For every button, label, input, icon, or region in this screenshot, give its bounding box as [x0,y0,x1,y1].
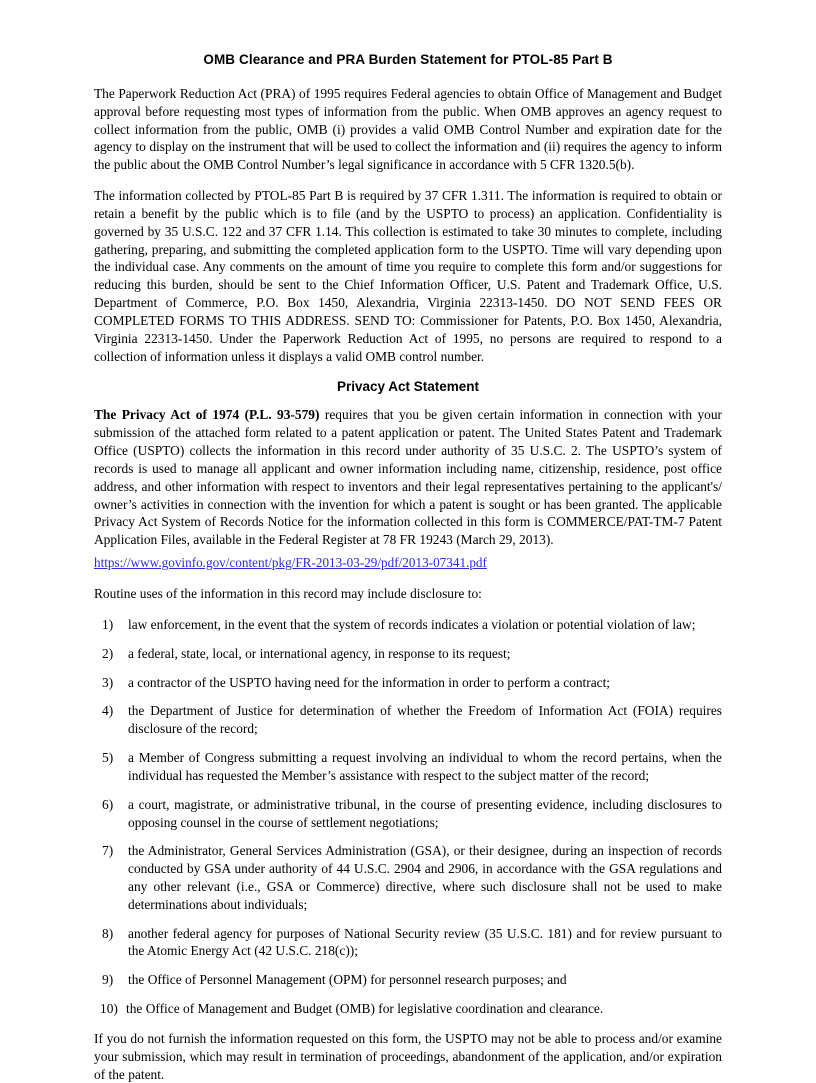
list-item-text: the Administrator, General Services Administration (GSA), or their designee, during an inspection of records conducted by GSA under authority of 44 U.S.C. 2904 and 2906, in accordance with the GSA regulations and any other relevant (i.e., GSA or Commerce) directive, where such disclosure shall not be used to make determinations about individuals; [128,843,722,912]
federal-register-link-row [94,554,722,572]
privacy-act-lead: The Privacy Act of 1974 (P.L. 93-579) [94,407,320,423]
list-item-number: 10) [100,1001,118,1017]
list-item-number: 2) [102,645,114,661]
privacy-act-paragraph [94,406,722,549]
list-item-number: 5) [102,750,114,766]
list-item-number: 8) [102,925,114,941]
list-item [94,674,722,692]
list-item-number: 6) [102,796,114,812]
list-item-text: a Member of Congress submitting a request involving an individual to whom the record pertains, when the individual has requested the Member’s assistance with respect to the subject matter of the record; [128,750,722,783]
list-item-number: 3) [102,674,114,690]
list-item-text: a contractor of the USPTO having need for the information in order to perform a contract; [128,674,611,690]
closing-paragraph: If you do not furnish the information requested on this form, the USPTO may not be able to process and/or examine your submission, which may result in termination of proceedings, abandonment of the application, and/or expiration of the patent. [94,1030,722,1082]
list-item [94,616,722,634]
page-title: OMB Clearance and PRA Burden Statement for PTOL-85 Part B [203,52,613,67]
privacy-act-body: requires that you be given certain information in connection with your submission of the attached form related to a patent application or patent. The United States Patent and Trademark Office (USPTO) collects the information in this record under authority of 35 U.S.C. 2. The USPTO’s system of records is used to manage all applicant and owner information including name, citizenship, residence, post office address, and other information with respect to inventors and their legal representatives pertaining to the applicant's/ owner’s activities in connection with the invention for which a patent is sought or has been granted. The applicable Privacy Act System of Records Notice for the information collected in this form is COMMERCE/PAT-TM-7 Patent Application Files, available in the Federal Register at 78 FR 19243 (March 29, 2013). [94,407,723,548]
federal-register-link[interactable]: https://www.govinfo.gov/content/pkg/FR-2013-03-29/pdf/2013-07341.pdf [94,555,487,571]
list-item-text: law enforcement, in the event that the system of records indicates a violation or potential violation of law; [128,616,696,632]
list-item-number: 9) [102,972,114,988]
list-item-text: a federal, state, local, or international agency, in response to its request; [128,645,511,661]
pra-paragraph-1: The Paperwork Reduction Act (PRA) of 1995 requires Federal agencies to obtain Office of Management and Budget approval before requesting most types of information from the public. When OMB approves an agency request to collect information from the public, OMB (i) provides a valid OMB Control Number and expiration date for the agency to display on the instrument that will be used to collect the information and (ii) requires the agency to inform the public about the OMB Control Number’s legal significance in accordance with 5 CFR 1320.5(b). [94,86,722,173]
list-item [94,925,722,961]
list-item [94,842,722,913]
list-item [94,702,722,738]
list-item [94,645,722,663]
list-item-text: a court, magistrate, or administrative tribunal, in the course of presenting evidence, including disclosures to opposing counsel in the course of settlement negotiations; [128,796,722,830]
routine-uses-list [94,616,722,1018]
list-item-text: the Office of Management and Budget (OMB) for legislative coordination and clearance. [126,1001,604,1017]
privacy-act-heading: Privacy Act Statement [336,379,480,395]
list-item-number: 7) [102,843,114,859]
list-item-text: the Office of Personnel Management (OPM) for personnel research purposes; and [128,972,567,988]
list-item-number: 4) [102,703,114,719]
list-item-text: the Department of Justice for determination of whether the Freedom of Information Act (FOIA) requires disclosure of the record; [128,703,722,737]
routine-uses-intro: Routine uses of the information in this record may include disclosure to: [94,586,482,602]
list-item-text: another federal agency for purposes of National Security review (35 U.S.C. 181) and for review pursuant to the Atomic Energy Act (42 U.S.C. 218(c)); [128,925,722,959]
pra-paragraph-2: The information collected by PTOL-85 Part B is required by 37 CFR 1.311. The information is required to obtain or retain a benefit by the public which is to file (and by the USPTO to process) an application. Confidentiality is governed by 35 U.S.C. 122 and 37 CFR 1.14. This collection is estimated to take 30 minutes to complete, including gathering, preparing, and submitting the completed application form to the USPTO. Time will vary depending upon the individual case. Any comments on the amount of time you require to complete this form and/or suggestions for reducing this burden, should be sent to the Chief Information Officer, U.S. Patent and Trademark Office, U.S. Department of Commerce, P.O. Box 1450, Alexandria, Virginia 22313-1450. DO NOT SEND FEES OR COMPLETED FORMS TO THIS ADDRESS. SEND TO: Commissioner for Patents, P.O. Box 1450, Alexandria, Virginia 22313-1450. Under the Paperwork Reduction Act of 1995, no persons are required to respond to a collection of information unless it displays a valid OMB control number. [94,188,722,364]
list-item [94,796,722,832]
list-item [94,971,722,989]
list-item [94,749,722,785]
list-item-number: 1) [102,616,114,632]
list-item [94,1000,722,1018]
